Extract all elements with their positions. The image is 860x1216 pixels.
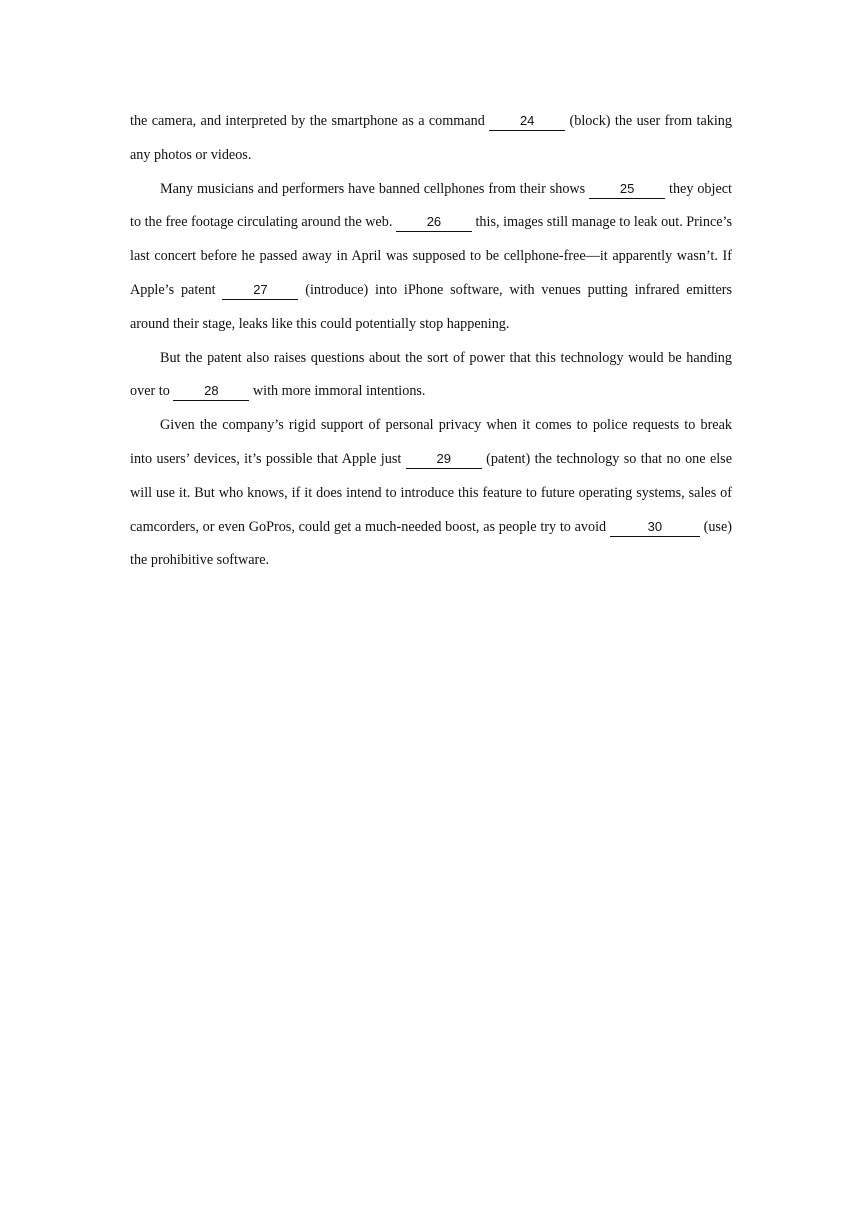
blank-26: 26 <box>396 214 472 232</box>
paragraph-4-text-1: Given the company’s rigid support of personal privacy when it comes to police requests to break into users’ devices, it’s possible that Apple just <box>130 417 732 467</box>
paragraph-3-text-1: But the patent also raises questions about the sort of power that this technology would be handing over to <box>130 349 732 400</box>
blank-25: 25 <box>589 181 665 199</box>
paragraph-4-text-3: (use) the prohibitive software. <box>130 518 732 569</box>
paragraph-2-text-4: (introduce) into iPhone software, with venues putting infrared emitters around their stage, leaks like this could potentially stop happening. <box>130 281 732 332</box>
blank-28: 28 <box>173 383 249 401</box>
blank-27: 27 <box>222 282 298 300</box>
blank-30: 30 <box>610 519 700 537</box>
paragraph-2-text-2: they object to the free footage circulating around the web. <box>130 180 732 231</box>
paragraph-2-text-1: Many musicians and performers have banned cellphones from their shows <box>160 180 590 197</box>
paragraph-1 <box>130 105 732 173</box>
paragraph-2 <box>130 173 732 342</box>
paragraph-3 <box>130 342 732 410</box>
paragraph-1-text-2: (block) the user from taking any photos or videos. <box>130 113 732 163</box>
passage-text <box>130 105 732 578</box>
paragraph-3-text-2: with more immoral intentions. <box>249 383 426 400</box>
blank-24: 24 <box>489 113 565 131</box>
paragraph-1-text-1: the camera, and interpreted by the smartphone as a command <box>130 113 490 129</box>
paragraph-4-text-2: (patent) the technology so that no one else will use it. But who knows, if it does intend to introduce this feature to future operating systems, sales of camcorders, or even GoPros, could get a much-needed boost, as people try to avoid <box>130 450 733 535</box>
blank-29: 29 <box>406 451 482 469</box>
paragraph-2-text-3: this, images still manage to leak out. Prince’s last concert before he passed away in April was supposed to be cellphone-free—it apparently wasn’t. If Apple’s patent <box>130 214 732 298</box>
paragraph-4 <box>130 409 732 578</box>
